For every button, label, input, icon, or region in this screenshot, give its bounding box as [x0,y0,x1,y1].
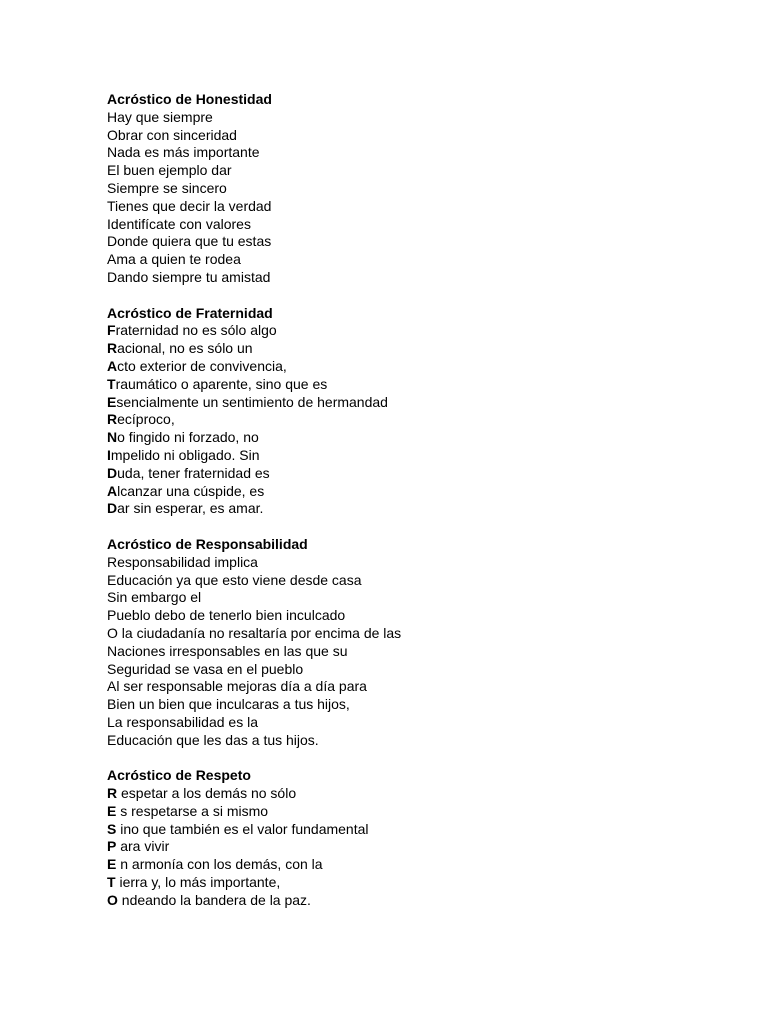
section-title: Acróstico de Honestidad [107,91,272,107]
acrostic-line-text: Hay que siempre [107,108,213,125]
acrostic-line-text: ara vivir [116,838,170,855]
acrostic-line [107,732,747,750]
section-title: Acróstico de Fraternidad [107,304,273,321]
acrostic-line [107,838,747,856]
acrostic-line [107,874,747,892]
acrostic-line [107,340,747,358]
acrostic-line-text: Educación ya que esto viene desde casa [107,571,362,588]
acrostic-line-text: Al ser responsable mejoras día a día para [107,678,367,695]
acrostic-line-text: ar sin esperar, es amar. [117,500,264,517]
document-page [107,91,747,910]
acrostic-line [107,251,747,269]
acrostic-line [107,821,747,839]
acrostic-line [107,180,747,198]
acrostic-section-responsabilidad [107,536,747,750]
acrostic-line [107,785,747,803]
acrostic-line [107,572,747,590]
acrostic-line-text: Nada es más importante [107,144,260,161]
acrostic-line [107,144,747,162]
acrostic-line-text: Ama a quien te rodea [107,251,241,268]
acrostic-line [107,661,747,679]
acrostic-line [107,554,747,572]
acrostic-initial: S [107,820,117,837]
acrostic-section-fraternidad [107,305,747,519]
acrostic-line-text: Seguridad se vasa en el pueblo [107,660,304,677]
acrostic-line [107,892,747,910]
acrostic-initial: R [107,340,118,357]
acrostic-line-text: ino que también es el valor fundamental [116,820,369,837]
acrostic-line-text: sencialmente un sentimiento de hermandad [116,393,388,410]
acrostic-line-text: Pueblo debo de tenerlo bien inculcado [107,607,346,624]
acrostic-line-text: n armonía con los demás, con la [116,856,323,873]
acrostic-line [107,411,747,429]
acrostic-line-text: Bien un bien que inculcaras a tus hijos, [107,696,350,713]
acrostic-initial: E [107,856,117,873]
acrostic-initial: O [107,891,118,908]
acrostic-initial: D [107,500,118,517]
acrostic-line [107,269,747,287]
acrostic-line-text: Responsabilidad implica [107,553,258,570]
acrostic-line-text: o fingido ni forzado, no [117,429,259,446]
acrostic-line [107,803,747,821]
acrostic-line [107,216,747,234]
acrostic-line [107,589,747,607]
acrostic-initial: R [107,785,118,802]
acrostic-line [107,696,747,714]
acrostic-line [107,856,747,874]
acrostic-line-text: raumático o aparente, sino que es [115,375,328,392]
acrostic-line-text: ndeando la bandera de la paz. [117,891,311,908]
acrostic-line [107,465,747,483]
acrostic-line [107,376,747,394]
section-title: Acróstico de Respeto [107,767,251,784]
acrostic-line-text: mpelido ni obligado. Sin [110,446,260,463]
acrostic-line-text: Educación que les das a tus hijos. [107,731,319,748]
acrostic-initial: D [107,464,118,481]
acrostic-line [107,162,747,180]
acrostic-line-text: acional, no es sólo un [117,340,253,357]
acrostic-line [107,483,747,501]
acrostic-initial: N [107,429,118,446]
acrostic-line [107,429,747,447]
acrostic-line-text: s respetarse a si mismo [116,802,269,819]
acrostic-initial: F [107,322,116,339]
acrostic-line [107,643,747,661]
acrostic-initial: E [107,393,117,410]
acrostic-line-text: Tienes que decir la verdad [107,197,272,214]
acrostic-line-text: Naciones irresponsables en las que su [107,642,348,659]
acrostic-line [107,714,747,732]
acrostic-line [107,625,747,643]
acrostic-initial: P [107,838,117,855]
acrostic-line-text: espetar a los demás no sólo [117,785,297,802]
acrostic-line-text: uda, tener fraternidad es [117,464,270,481]
acrostic-line [107,607,747,625]
acrostic-line [107,358,747,376]
acrostic-line-text: Obrar con sinceridad [107,126,237,143]
acrostic-initial: E [107,802,117,819]
acrostic-line-text: ecíproco, [117,411,175,428]
acrostic-initial: R [107,411,118,428]
acrostic-section-honestidad [107,91,747,287]
acrostic-line [107,127,747,145]
acrostic-initial: T [107,375,116,392]
acrostic-line [107,322,747,340]
section-title: Acróstico de Responsabilidad [107,535,308,552]
acrostic-line-text: cto exterior de convivencia, [117,357,287,374]
acrostic-line-text: O la ciudadanía no resaltaría por encima de las [107,624,402,641]
acrostic-line [107,394,747,412]
acrostic-line [107,500,747,518]
acrostic-line [107,109,747,127]
acrostic-line-text: lcanzar una cúspide, es [117,482,265,499]
acrostic-initial: A [107,482,118,499]
acrostic-line [107,447,747,465]
acrostic-initial: A [107,357,118,374]
acrostic-line [107,198,747,216]
acrostic-line-text: La responsabilidad es la [107,713,258,730]
acrostic-line [107,233,747,251]
acrostic-initial: I [107,446,111,463]
acrostic-line-text: Donde quiera que tu estas [107,233,272,250]
acrostic-line-text: Sin embargo el [107,589,202,606]
acrostic-initial: T [107,874,116,891]
acrostic-line-text: ierra y, lo más importante, [115,874,281,891]
acrostic-line-text: Dando siempre tu amistad [107,268,271,285]
acrostic-line-text: raternidad no es sólo algo [115,322,277,339]
acrostic-section-respeto [107,767,747,909]
acrostic-line [107,678,747,696]
acrostic-line-text: El buen ejemplo dar [107,162,232,179]
acrostic-line-text: Siempre se sincero [107,179,227,196]
acrostic-line-text: Identifícate con valores [107,215,251,232]
